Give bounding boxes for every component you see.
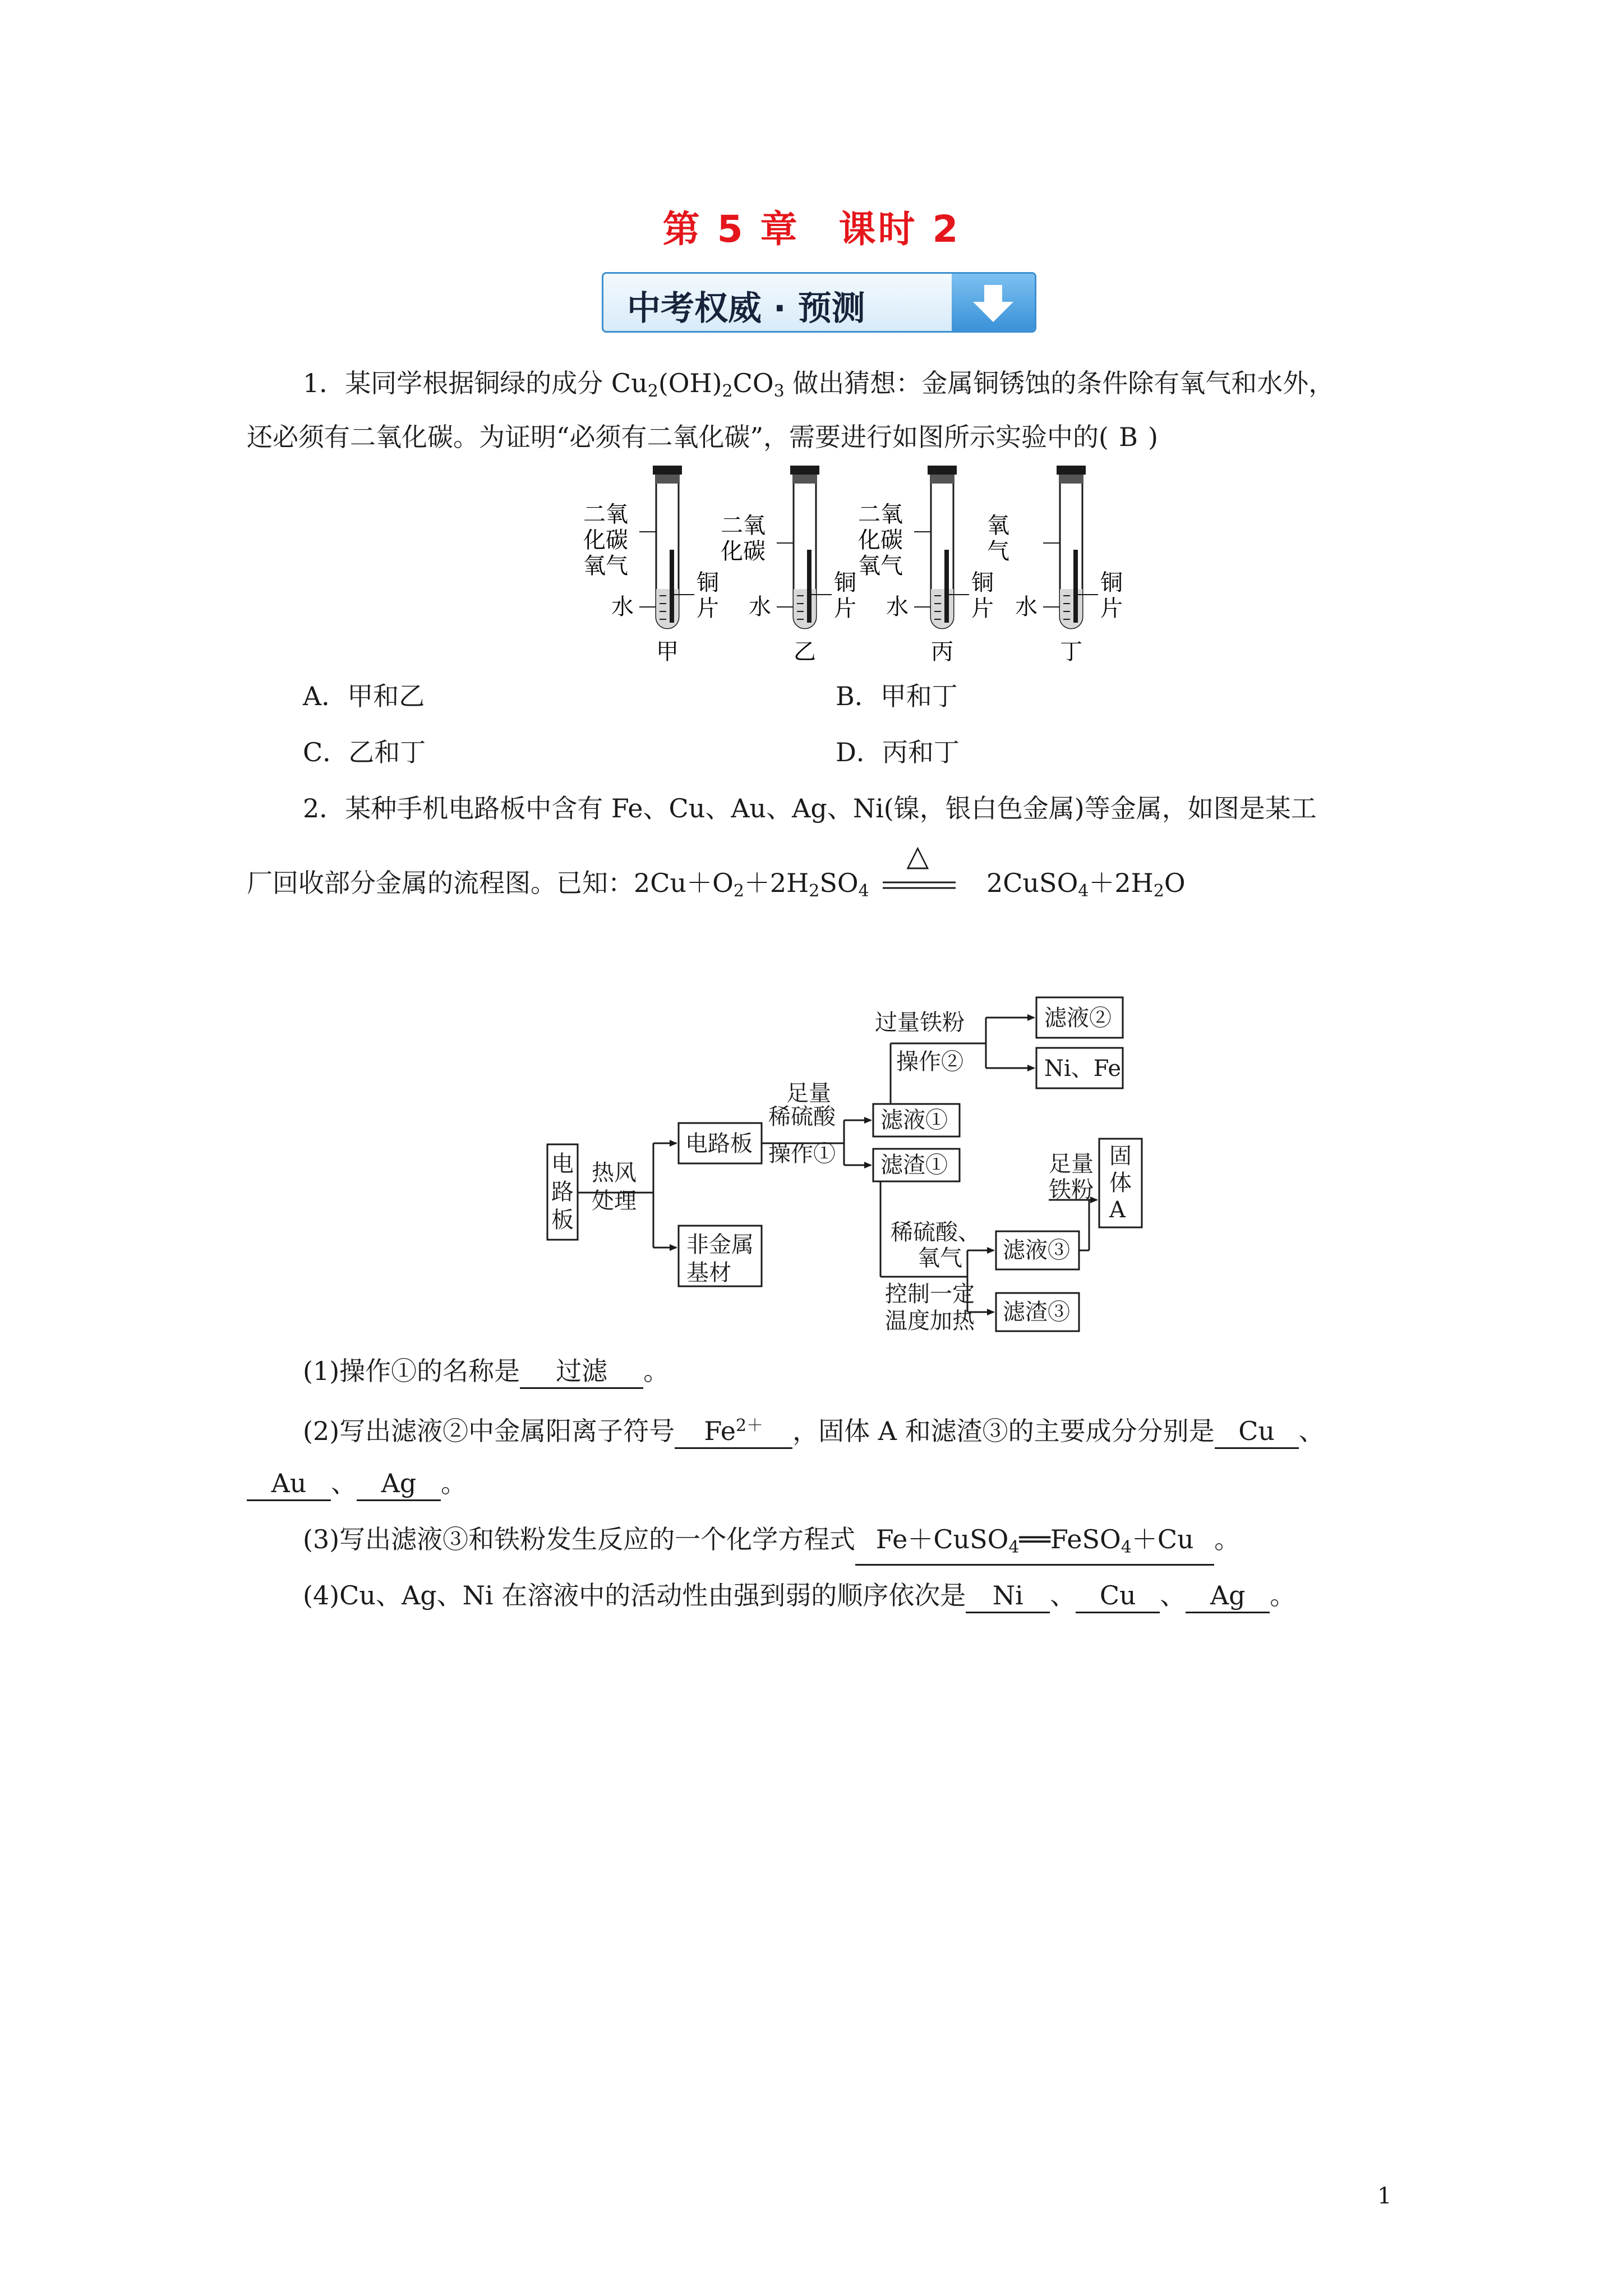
tube-label: 甲 — [656, 639, 679, 665]
option-d: D．丙和丁 — [836, 737, 960, 767]
flow-nife: Ni、Fe — [1044, 1056, 1122, 1082]
flow-nonmetal: 基材 — [686, 1260, 731, 1286]
copper-label: 铜 — [697, 570, 719, 596]
option-c: C．乙和丁 — [303, 737, 426, 767]
q2-sub2-cont: Au 、 Ag 。 — [247, 1466, 467, 1501]
q2-sub4: (4)Cu、Ag、Ni 在溶液中的活动性由强到弱的顺序依次是 Ni 、 Cu 、 Ag 。 — [303, 1578, 1295, 1613]
option-b: B．甲和丁 — [836, 681, 958, 711]
down-arrow-icon — [952, 274, 1035, 331]
flow-nonmetal: 非金属 — [686, 1232, 754, 1258]
gas-label: 化碳 — [858, 527, 903, 553]
answer-blank-4: Au — [247, 1467, 331, 1501]
stopper-icon — [790, 466, 819, 475]
flow-control: 温度加热 — [885, 1308, 975, 1334]
copper-strip-icon — [944, 550, 949, 623]
flow-acid: 稀硫酸 — [768, 1104, 836, 1130]
gas-label: 气 — [987, 539, 1009, 564]
recovery-flowchart — [544, 976, 1150, 1341]
q2-sub1: (1)操作①的名称是 过滤 。 — [303, 1354, 669, 1389]
answer-blank-7: Ni — [966, 1579, 1050, 1613]
banner-label: 中考权威 · 预测 — [627, 289, 865, 328]
q1-stem-line2: 还必须有二氧化碳。为证明“必须有二氧化碳”，需要进行如图所示实验中的( B ) — [247, 420, 1158, 454]
copper-label: 片 — [697, 596, 719, 622]
flow-solid-a: A — [1109, 1197, 1126, 1223]
option-a: A．甲和乙 — [303, 681, 425, 711]
flow-residue1: 滤渣① — [880, 1152, 948, 1178]
gas-label: 二氧 — [858, 501, 903, 527]
tube-label: 丁 — [1060, 639, 1082, 665]
stopper-icon — [653, 466, 682, 475]
stopper-icon — [928, 466, 957, 475]
q1-stem-line1: 1．某同学根据铜绿的成分 $Cu_2(OH)_2CO_3$ 做出猜想：金属铜锈蚀的条件除有氧气和水外， — [303, 368, 1335, 401]
water-label: 水 — [1015, 594, 1038, 620]
heating-symbol: △ — [906, 839, 929, 873]
answer-blank-8: Cu — [1076, 1579, 1160, 1613]
flow-circuit-board: 板 — [551, 1207, 574, 1233]
flow-acid-o2: 氧气 — [917, 1245, 962, 1271]
copper-label: 铜 — [834, 570, 856, 596]
tube-label: 乙 — [794, 639, 816, 665]
answer-blank-2: $Fe^{2+}$ — [675, 1410, 792, 1449]
page-number: 1 — [1377, 2183, 1392, 2209]
page-title: 第 5 章 课时 2 — [662, 208, 961, 251]
tube-label: 丙 — [931, 639, 953, 665]
gas-label: 氧气 — [583, 553, 628, 579]
gas-label: 二氧 — [583, 501, 628, 527]
copper-label: 铜 — [1100, 570, 1123, 596]
q2-stem-line2: 厂回收部分金属的流程图。已知：$2Cu+O_2+2H_2SO_4$ △ $2CuSO_4+2H_2O$ — [247, 839, 1186, 901]
flow-solid-a: 固 — [1109, 1143, 1132, 1169]
flow-iron-enough: 足量 — [1049, 1151, 1094, 1177]
section-banner — [602, 272, 1036, 333]
q2-stem-line1: 2．某种手机电路板中含有 Fe、Cu、Au、Ag、Ni(镍，银白色金属)等金属，如图是某工 — [303, 793, 1317, 823]
flow-residue3: 滤渣③ — [1003, 1299, 1070, 1325]
flow-control: 控制一定 — [885, 1281, 975, 1307]
flow-filtrate3: 滤液③ — [1003, 1237, 1070, 1263]
gas-label: 氧 — [987, 513, 1009, 539]
water-label: 水 — [886, 594, 909, 620]
gas-label: 化碳 — [721, 539, 766, 564]
stopper-icon — [1057, 466, 1086, 475]
copper-label: 片 — [834, 596, 856, 622]
water-label: 水 — [611, 594, 634, 620]
answer-blank-3: Cu — [1215, 1415, 1299, 1449]
q1-answer: B — [1119, 422, 1138, 452]
flow-acid-o2: 稀硫酸、 — [891, 1220, 980, 1245]
q2-sub3: (3)写出滤液③和铁粉发生反应的一个化学方程式 Fe＋CuSO$_4$══FeSO$_4$＋Cu 。 — [303, 1522, 1240, 1566]
answer-blank-6: Fe＋CuSO$_4$══FeSO$_4$＋Cu — [855, 1523, 1214, 1566]
test-tube-figure — [561, 466, 1150, 668]
copper-strip-icon — [670, 550, 674, 623]
test-tube-1 — [583, 466, 719, 665]
flow-acid: 足量 — [786, 1080, 831, 1106]
gas-label: 氧气 — [858, 553, 903, 579]
flow-iron-enough: 铁粉 — [1049, 1177, 1094, 1203]
copper-strip-icon — [807, 550, 811, 623]
flow-filtrate2: 滤液② — [1044, 1005, 1112, 1031]
flow-solid-a: 体 — [1109, 1170, 1132, 1196]
flow-board: 电路板 — [685, 1131, 753, 1157]
flow-hot-air: 热风 — [592, 1160, 637, 1186]
answer-blank-5: Ag — [357, 1467, 441, 1501]
test-tube-4 — [987, 466, 1123, 665]
flow-circuit-board: 路 — [551, 1179, 574, 1205]
flow-filtrate1: 滤液① — [880, 1107, 948, 1133]
test-tube-3 — [858, 466, 994, 665]
water-label: 水 — [749, 594, 771, 620]
copper-strip-icon — [1073, 550, 1078, 623]
gas-label: 化碳 — [583, 527, 628, 553]
flow-iron-op: 过量铁粉 — [875, 1010, 965, 1036]
copper-label: 铜 — [971, 570, 994, 596]
reaction-condition — [877, 839, 978, 899]
equal-sign-icon — [883, 880, 956, 891]
copper-label: 片 — [971, 596, 994, 622]
gas-label: 二氧 — [721, 513, 766, 539]
test-tube-2 — [721, 466, 856, 665]
flow-iron-op: 操作② — [896, 1049, 963, 1075]
q2-sub2: (2)写出滤液②中金属阳离子符号 $Fe^{2+}$ ，固体 A 和滤渣③的主要成分分别是 Cu 、 — [303, 1410, 1325, 1449]
copper-label: 片 — [1100, 596, 1123, 622]
flow-op1: 操作① — [768, 1141, 836, 1167]
answer-blank-9: Ag — [1186, 1579, 1270, 1613]
answer-blank-1: 过滤 — [520, 1355, 643, 1389]
flow-circuit-board: 电 — [551, 1151, 574, 1177]
flow-hot-air: 处理 — [592, 1188, 637, 1214]
